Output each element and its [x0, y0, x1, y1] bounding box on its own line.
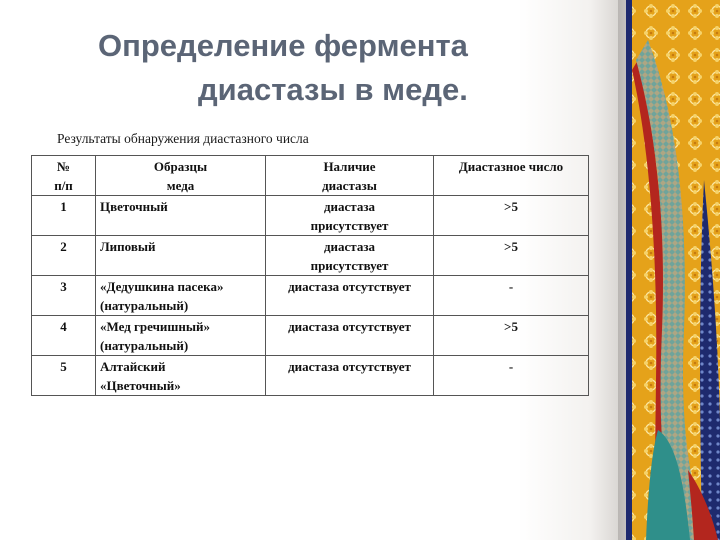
cell-num: 1: [32, 196, 96, 236]
cell-sample: [96, 276, 266, 316]
header-number-line1: Диастазное число: [458, 159, 564, 174]
cell-sample-line2: «Цветочный»: [100, 378, 181, 393]
cell-sample-line1: Алтайский: [100, 359, 166, 374]
cell-presence-line1: диастаза: [323, 239, 376, 254]
cell-presence: [266, 316, 434, 356]
cell-number: >5: [434, 236, 589, 276]
cell-presence: [266, 236, 434, 276]
cell-sample: [96, 316, 266, 356]
cell-presence-line1: диастаза: [323, 199, 376, 214]
header-sample-line2: меда: [166, 178, 195, 193]
table-row: [32, 316, 589, 356]
cell-presence-line1: диастаза отсутствует: [288, 279, 411, 294]
header-num-line2: п/п: [54, 178, 73, 193]
table-row: [32, 196, 589, 236]
header-sample: [96, 156, 266, 196]
ornament-graphic: [618, 0, 720, 540]
table-header-row: [32, 156, 589, 196]
cell-sample-line2: (натуральный): [100, 298, 189, 313]
header-num: [32, 156, 96, 196]
table-row: [32, 356, 589, 396]
cell-presence: [266, 276, 434, 316]
cell-presence: [266, 196, 434, 236]
cell-num: 5: [32, 356, 96, 396]
cell-sample-line1: Липовый: [100, 239, 156, 254]
table-caption: Результаты обнаружения диастазного числа: [57, 131, 309, 146]
header-sample-line1: Образцы: [153, 159, 208, 174]
title-line-1: Определение фермента: [98, 28, 468, 63]
cell-sample: [96, 236, 266, 276]
cell-presence: [266, 356, 434, 396]
cell-presence-line1: диастаза отсутствует: [288, 359, 411, 374]
header-number: [434, 156, 589, 196]
cell-number: -: [434, 356, 589, 396]
cell-number: -: [434, 276, 589, 316]
cell-sample: [96, 356, 266, 396]
header-presence-line1: Наличие: [323, 159, 376, 174]
cell-number: >5: [434, 196, 589, 236]
header-presence-line2: диастазы: [322, 178, 377, 193]
cell-num: 3: [32, 276, 96, 316]
cell-number: >5: [434, 316, 589, 356]
decorative-border: [618, 0, 720, 540]
cell-num: 2: [32, 236, 96, 276]
results-table: [31, 155, 589, 396]
table-row: [32, 236, 589, 276]
cell-sample-line1: «Дедушкина пасека»: [100, 279, 224, 294]
cell-presence-line1: диастаза отсутствует: [288, 319, 411, 334]
cell-presence-line2: присутствует: [310, 258, 389, 273]
cell-num: 4: [32, 316, 96, 356]
cell-sample: [96, 196, 266, 236]
table-row: [32, 276, 589, 316]
cell-sample-line1: Цветочный: [100, 199, 168, 214]
cell-presence-line2: присутствует: [310, 218, 389, 233]
cell-sample-line1: «Мед гречишный»: [100, 319, 211, 334]
cell-sample-line2: (натуральный): [100, 338, 189, 353]
title-line-2: диастазы в меде.: [198, 72, 468, 107]
header-num-line1: №: [56, 159, 71, 174]
header-presence: [266, 156, 434, 196]
